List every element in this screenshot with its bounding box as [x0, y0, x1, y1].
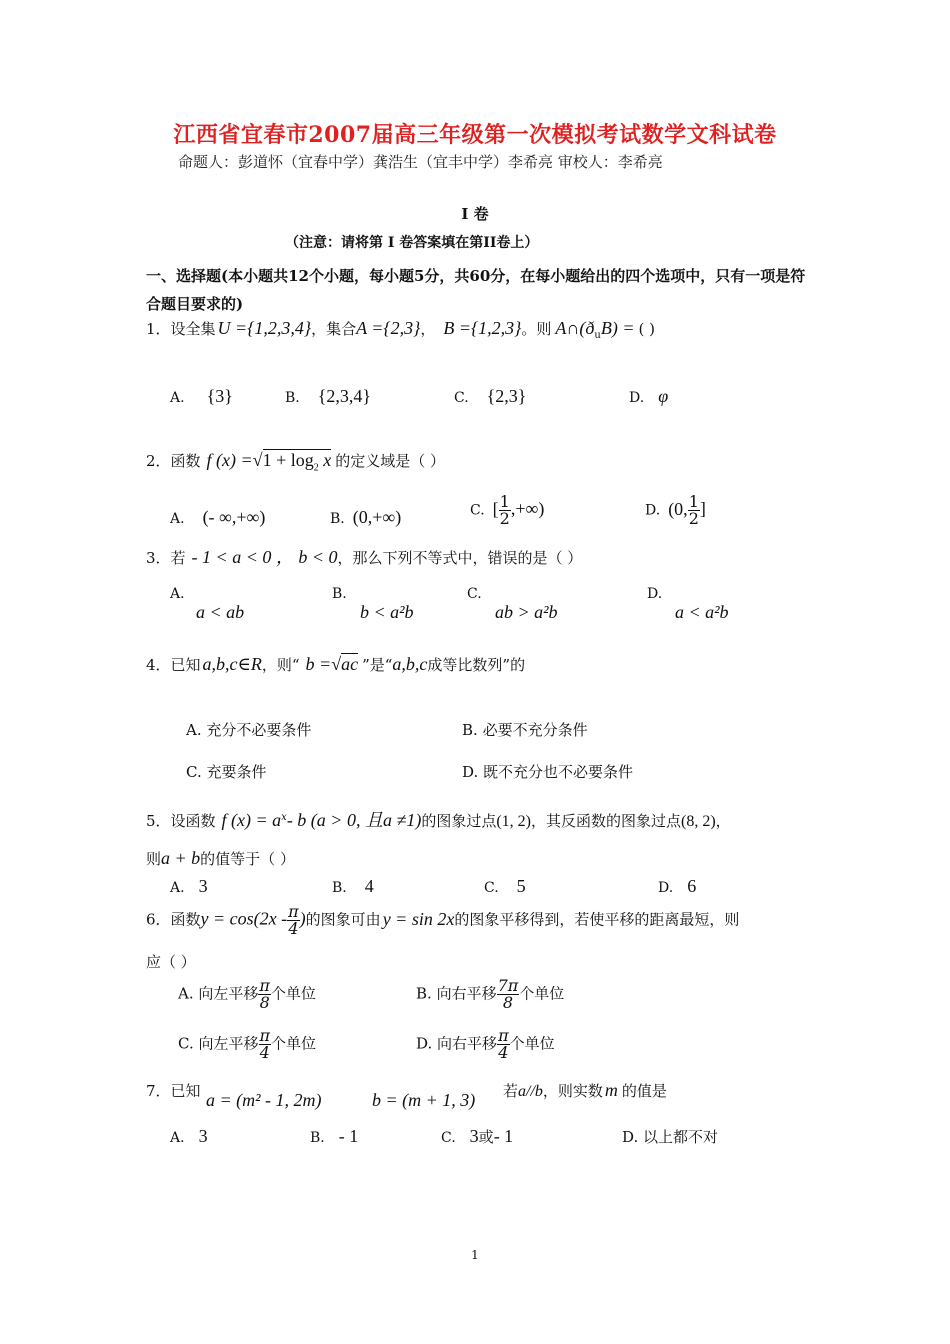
- q4-option-a: A. 充分不必要条件: [186, 721, 312, 739]
- q1-set-b: B ={1,2,3}: [443, 318, 522, 338]
- q7-option-d: D. 以上都不对: [622, 1128, 719, 1146]
- q7-option-b: B. - 1: [310, 1126, 359, 1146]
- q7-option-c: C. 3或- 1: [441, 1126, 514, 1146]
- q2-option-b: B. (0,+∞): [330, 507, 402, 527]
- question-6: 6．函数y = cos(2x - $\frac{\pi}{4}$ )的图象可由 y = sin 2x的图象平移得到，若使平移的距离最短，则: [146, 902, 740, 938]
- exam-title: 江西省宜春市2007届高三年级第一次模拟考试数学文科试卷: [173, 122, 777, 148]
- page-number: 1: [471, 1248, 479, 1262]
- section-heading: 一、选择题(本小题共12个小题，每小题5分，共60分，在每小题给出的四个选项中，只有一项是符合题目要求的): [146, 267, 806, 313]
- q2-fx: f (x) =: [206, 450, 253, 470]
- q1-option-a: A. {3}: [170, 386, 233, 406]
- authors-line: 命题人：彭道怀（宜春中学）龚浩生（宜丰中学）李希亮 审校人：李希亮: [178, 153, 663, 171]
- q6-option-a: A. 向左平移 $\frac{\pi}{8}$ 个单位: [178, 976, 316, 1012]
- q4-sqrt-sign: √: [331, 654, 342, 674]
- question-7: 7．已知: [146, 1082, 201, 1100]
- q1-paren: ( ): [638, 320, 655, 338]
- q1-expr-sub: u: [594, 330, 601, 341]
- q4-option-c: C. 充要条件: [186, 763, 267, 781]
- q1-mid2: 。则: [521, 320, 552, 338]
- q1-prefix: 1．设全集: [146, 320, 216, 338]
- q6-function: y = cos(2x -: [200, 908, 288, 929]
- q5-function: f (x) = a: [221, 810, 282, 830]
- q5-option-c: C. 5: [484, 876, 526, 896]
- q7-tail: 若a//b，则实数 m 的值是: [503, 1080, 667, 1100]
- q5-option-a: A. 3: [170, 876, 208, 896]
- q1-mid1: ，集合: [311, 320, 357, 338]
- q4-condition: a,b,c∈R: [202, 654, 262, 674]
- question-1: [146, 318, 655, 341]
- q3-option-c: C. ab > a²b: [467, 586, 558, 622]
- q7-vector-a: a = (m² - 1, 2m): [206, 1090, 322, 1110]
- q2-option-d: D. (0, $\frac{1}{2}$ ]: [645, 492, 706, 528]
- q1-expr-end: B) =: [600, 318, 635, 338]
- q7-option-a: A. 3: [170, 1126, 208, 1146]
- q6-option-b: B. 向右平移 $\frac{7\pi}{8}$ 个单位: [416, 976, 565, 1012]
- q2-sqrt-body: $1 + \log_2 x$: [262, 450, 332, 474]
- q2-sqrt-sign: √: [252, 450, 263, 470]
- q1-set-u: U ={1,2,3,4}: [217, 318, 312, 338]
- q2-option-a: A. (- ∞,+∞): [170, 507, 266, 527]
- question-5: 5．设函数 f $(x) = a^x-$ b (a > 0, 且a ≠1)的图象过点(1, 2)，其反函数的图象过点(8, 2)，: [146, 810, 731, 830]
- q7-vector-b: b = (m + 1, 3): [372, 1090, 476, 1110]
- q5-option-d: D. 6: [658, 876, 697, 896]
- q1-option-b: B. {2,3,4}: [285, 386, 372, 406]
- q1-option-d: D. φ: [629, 386, 669, 406]
- question-2: 2．函数 f $(x) =√1 + \log_2 x$ 的定义域是（ ）: [146, 450, 445, 474]
- q4-option-b: B. 必要不充分条件: [462, 721, 588, 739]
- question-6-line2: 应（ ）: [146, 953, 196, 971]
- q3-option-d: D. a < a²b: [647, 586, 729, 622]
- q3-condition: - 1 < a < 0 ， b < 0: [191, 547, 338, 567]
- q3-option-a: A. a < ab: [170, 586, 245, 622]
- part-notice: （注意：请将第 I 卷答案填在第II卷上）: [285, 235, 539, 251]
- q1-expr: A∩(ð: [555, 318, 595, 338]
- q4-option-d: D. 既不充分也不必要条件: [462, 763, 634, 781]
- q3-option-b: B. b < a²b: [332, 586, 414, 622]
- q6-option-d: D. 向右平移 $\frac{\pi}{4}$ 个单位: [416, 1026, 555, 1062]
- question-4: 4．已知 a,b,c∈R，则“ b =√ac ”是“a,b,c成等比数列”的: [146, 654, 526, 674]
- q4-sqrt-body: ac: [341, 654, 359, 674]
- question-5-line2: 则a + b的值等于（ ）: [146, 848, 295, 868]
- part-label: I 卷: [461, 205, 489, 223]
- q5-option-b: B. 4: [332, 876, 374, 896]
- q1-sep: ，: [420, 320, 436, 338]
- q1-set-a: A ={2,3}: [356, 318, 421, 338]
- q1-option-c: C. {2,3}: [454, 386, 527, 406]
- question-3: 3．若 - 1 < a < 0 ， b < 0，那么下列不等式中，错误的是（ ）: [146, 547, 583, 567]
- q2-option-c: C. [ $\frac{1}{2}$ ,+∞): [470, 492, 545, 528]
- q6-option-c: C. 向左平移 $\frac{\pi}{4}$ 个单位: [178, 1026, 317, 1062]
